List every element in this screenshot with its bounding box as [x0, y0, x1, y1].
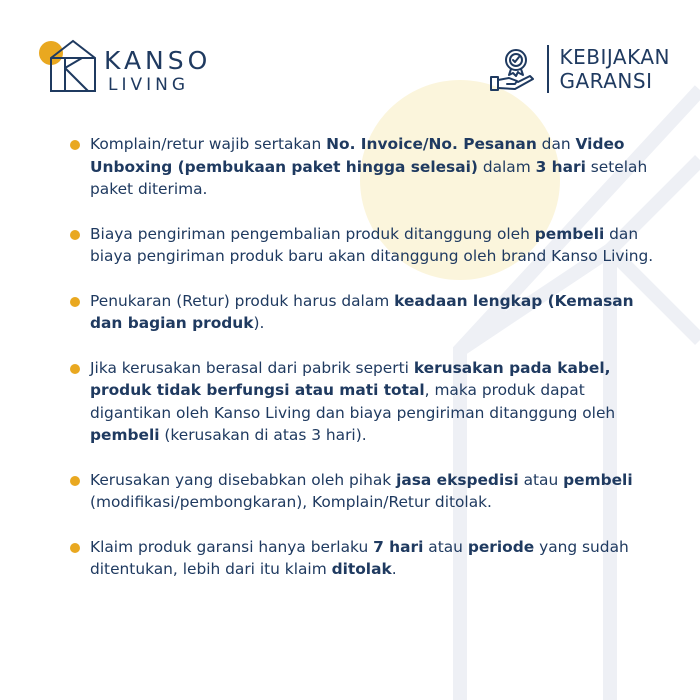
item-text: Klaim produk garansi hanya berlaku — [90, 537, 374, 556]
item-text: (modifikasi/pembongkaran), Komplain/Retur ditolak. — [90, 493, 492, 511]
policy-title-line1: KEBIJAKAN — [559, 45, 670, 69]
policy-title-line2: GARANSI — [559, 69, 653, 93]
item-text: atau — [518, 470, 564, 489]
bullet-dot — [70, 140, 80, 150]
item-text: (kerusakan di atas 3 hari). — [159, 426, 367, 444]
bullet-dot — [70, 364, 80, 374]
hand-badge-icon — [489, 44, 539, 94]
item-text: setelah paket diterima. — [90, 157, 648, 198]
emphasis-text: pembeli — [534, 224, 605, 243]
emphasis-text: kerusakan pada kabel, produk tidak berfungsi atau mati total — [90, 358, 611, 399]
item-text: dan — [536, 135, 576, 153]
policy-divider — [547, 45, 549, 93]
policy-item — [70, 536, 655, 581]
policy-item — [70, 290, 655, 335]
policy-item — [70, 133, 655, 201]
item-text: yang sudah ditentukan, lebih dari itu klaim — [90, 537, 629, 578]
brand-line2: LIVING — [108, 75, 190, 95]
item-text: Biaya pengiriman pengembalian produk ditanggung oleh — [90, 224, 535, 243]
emphasis-text: ditolak — [331, 560, 392, 578]
emphasis-text: Video Unboxing (pembukaan paket hingga selesai) — [90, 135, 625, 176]
bullet-dot — [70, 297, 80, 307]
item-text: ). — [253, 314, 265, 332]
policy-list — [70, 133, 655, 603]
item-text: . — [391, 560, 397, 578]
policy-item — [70, 469, 655, 514]
emphasis-text: keadaan lengkap (Kemasan dan bagian produk — [90, 291, 634, 332]
emphasis-text: pembeli — [563, 470, 633, 489]
item-text: Komplain/retur wajib sertakan — [90, 135, 327, 153]
emphasis-text: 3 hari — [535, 157, 586, 176]
item-text: dalam — [477, 157, 536, 176]
emphasis-text: jasa ekspedisi — [396, 470, 519, 489]
bullet-dot — [70, 476, 80, 486]
emphasis-text: pembeli — [90, 426, 160, 444]
bullet-dot — [70, 543, 80, 553]
policy-header — [489, 44, 670, 94]
item-text: Jika kerusakan berasal dari pabrik seperti — [90, 358, 414, 377]
item-text: , maka produk dapat digantikan oleh Kanso Living dan biaya pengiriman ditanggung oleh — [90, 381, 616, 422]
item-text: atau — [423, 537, 468, 556]
policy-item — [70, 223, 655, 268]
emphasis-text: 7 hari — [373, 537, 424, 556]
item-text: dan biaya pengiriman produk baru akan ditanggung oleh brand Kanso Living. — [90, 224, 654, 265]
item-text: Kerusakan yang disebabkan oleh pihak — [90, 470, 397, 489]
brand-line1: KANSO — [104, 46, 212, 75]
emphasis-text: periode — [467, 537, 535, 556]
item-text: Penukaran (Retur) produk harus dalam — [90, 291, 395, 310]
brand-name — [104, 47, 211, 95]
emphasis-text: No. Invoice/No. Pesanan — [326, 135, 537, 153]
policy-title — [559, 45, 670, 93]
policy-item — [70, 357, 655, 447]
bullet-dot — [70, 230, 80, 240]
